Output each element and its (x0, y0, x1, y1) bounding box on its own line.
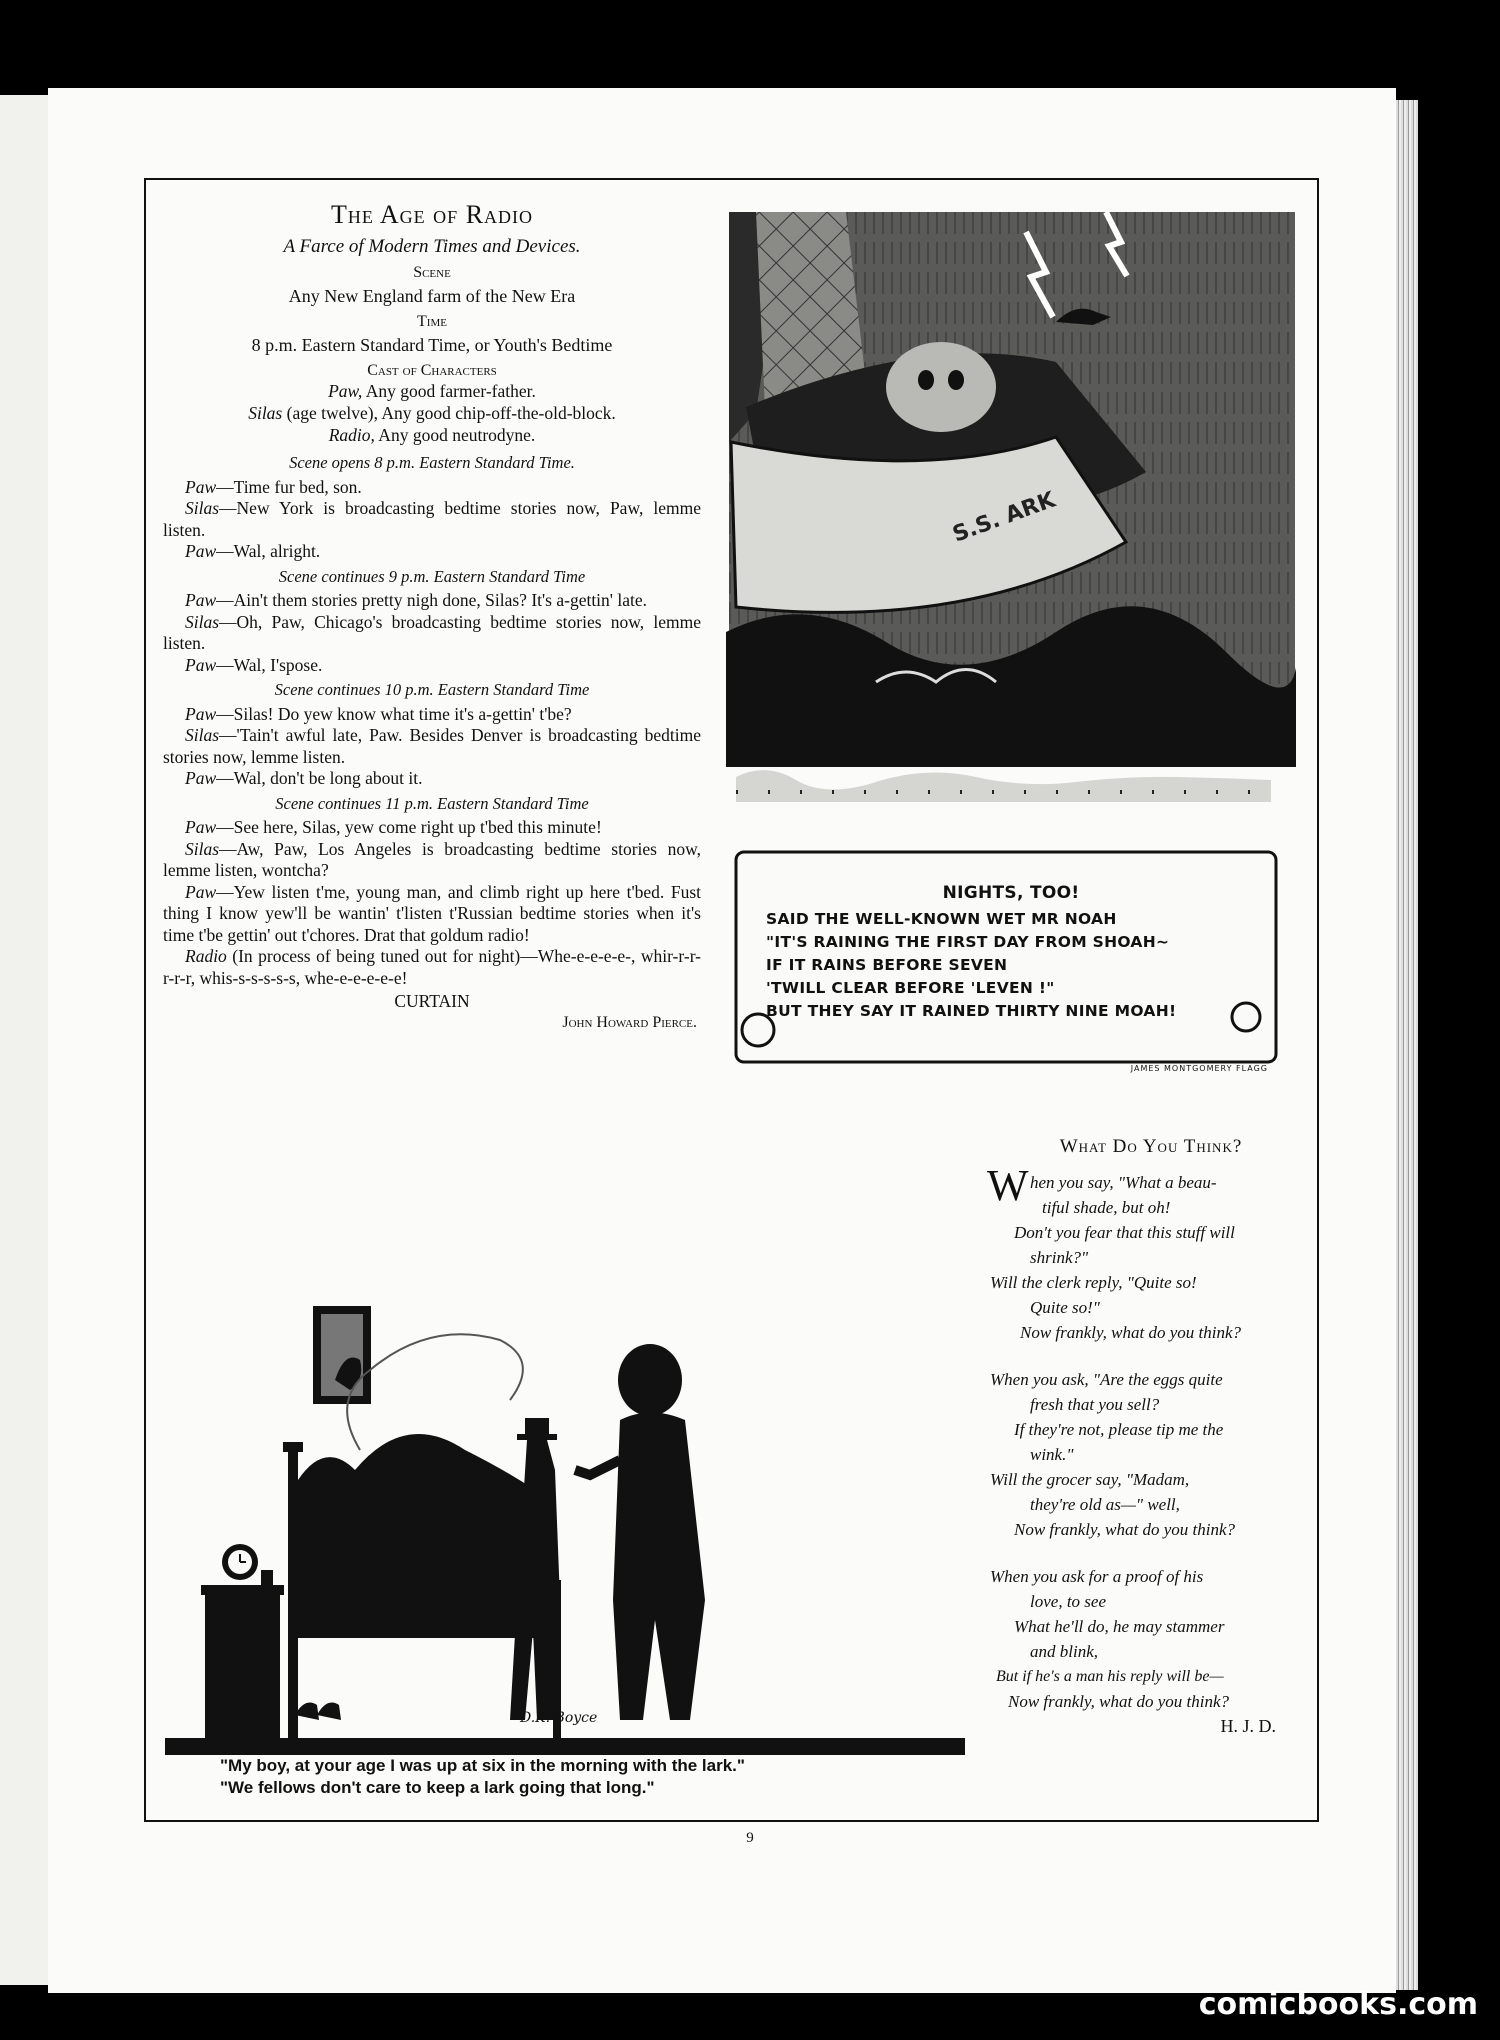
gesturing-arm (575, 1460, 620, 1475)
smoke-swirl (347, 1334, 523, 1450)
poem-stanza: When you ask for a proof of his love, to see What he'll do, he may stammer and blink, But if he's a man his reply will be— Now frankly, what do you think? (990, 1567, 1229, 1711)
article-age-of-radio (163, 200, 701, 1032)
dialogue-line: Paw—Silas! Do yew know what time it's a-gettin' t'be? (185, 703, 572, 724)
cartoon-verse (766, 908, 1286, 1023)
dialogue-line: Paw—Ain't them stories pretty nigh done, Silas? It's a-gettin' late. (185, 590, 647, 610)
silhouette-illustration (165, 1300, 965, 1755)
cast-label: Cast of Characters (367, 362, 497, 379)
dialogue-line: Paw—See here, Silas, yew come right up t'bed this minute! (185, 817, 602, 837)
site-watermark: comicbooks.com (1198, 1987, 1478, 2022)
father-head (618, 1344, 682, 1416)
cast-list (163, 380, 701, 446)
dialogue-line: Paw—Wal, don't be long about it. (185, 768, 423, 788)
caption-line-2: "We fellows don't care to keep a lark going that long." (220, 1778, 655, 1797)
poem-stanza: When you ask, "Are the eggs quite fresh that you sell? If they're not, please tip me the wink." Will the grocer say, "Madam, they're old as—" well, Now frankly, what do you think? (990, 1370, 1235, 1539)
cast-member: Silas (age twelve), Any good chip-off-the-old-block. (248, 403, 616, 423)
verse-line: BUT THEY SAY IT RAINED THIRTY NINE MOAH! (766, 1002, 1177, 1020)
dialogue-line: Paw—Time fur bed, son. (185, 476, 362, 497)
dialogue-line: Silas—'Tain't awful late, Paw. Besides Denver is broadcasting bedtime stories now, lemme listen. (163, 725, 701, 767)
poem-what-do-you-think (987, 1136, 1312, 1737)
dialogue-line: Silas—Aw, Paw, Los Angeles is broadcasting bedtime stories now, lemme listen, wontcha? (163, 838, 701, 880)
curtain: CURTAIN (394, 991, 470, 1011)
cast-member: Paw, Any good farmer-father. (328, 381, 536, 401)
caption-line-1: "My boy, at your age I was up at six in the morning with the lark." (220, 1756, 745, 1775)
verse-line: IF IT RAINS BEFORE SEVEN (766, 956, 1008, 974)
poem-title: What Do You Think? (1059, 1136, 1243, 1157)
cartoon-lark (165, 1300, 965, 1800)
scene-label: Scene (413, 264, 451, 281)
sleeping-figure-in-bed (298, 1434, 555, 1630)
artist-signature: JAMES MONTGOMERY FLAGG (1130, 1064, 1268, 1073)
time-label: Time (417, 313, 447, 330)
dialogue-line: Paw—Wal, I'spose. (185, 654, 323, 675)
cartoon-title: NIGHTS, TOO! (942, 883, 1080, 903)
boots (295, 1703, 341, 1720)
article-author: John Howard Pierce. (562, 1014, 697, 1031)
page-number: 9 (746, 1830, 754, 1846)
scene-heading: Scene continues 9 p.m. Eastern Standard Time (278, 566, 586, 586)
nightstand (205, 1590, 280, 1740)
facing-page-edge (0, 95, 48, 1985)
dialogue-line: Paw—Yew listen t'me, young man, and climb right up here t'bed. Fust thing I know yew'll be wantin' t'listen t'Russian bedtime stories when it's time t'be gettin' out t'chores. Drat that goldum radio! (163, 881, 701, 945)
cartoon-noah (726, 212, 1296, 1082)
cartoon-caption (220, 1755, 940, 1799)
scene-heading: Scene opens 8 p.m. Eastern Standard Time. (289, 453, 575, 472)
drop-cap: W (987, 1161, 1029, 1210)
scene-heading: Scene continues 11 p.m. Eastern Standard Time (275, 793, 589, 813)
poem-stanza: W hen you say, "What a beau- tiful shade, but oh! Don't you fear that this stuff will shrink?" Will the clerk reply, "Quite so! Quite so!" Now frankly, what do you think? (987, 1161, 1241, 1342)
article-title: The Age of Radio (330, 200, 534, 229)
poem-author: H. J. D. (1220, 1716, 1276, 1736)
dialogue-line: Silas—Oh, Paw, Chicago's broadcasting bedtime stories now, lemme listen. (163, 611, 701, 653)
floor (165, 1738, 965, 1755)
verse-line: 'TWILL CLEAR BEFORE 'LEVEN !" (766, 979, 1055, 997)
father-silhouette (613, 1413, 705, 1721)
page-stack-edge (1396, 100, 1418, 1990)
dialogue-line: Paw—Wal, alright. (185, 541, 321, 561)
artist-signature: D.K. Boyce (520, 1710, 598, 1726)
time-text: 8 p.m. Eastern Standard Time, or Youth's Bedtime (251, 335, 613, 355)
cast-member: Radio, Any good neutrodyne. (328, 425, 536, 445)
verse-line: SAID THE WELL-KNOWN WET MR NOAH (766, 910, 1117, 928)
article-subtitle: A Farce of Modern Times and Devices. (283, 236, 581, 257)
dialogue-line: Radio (In process of being tuned out for night)—Whe-e-e-e-e-, whir-r-r-r-r-r, whis-s-s-s-s-s, whe-e-e-e-e-e! (163, 946, 701, 988)
bedpost (288, 1450, 298, 1740)
hull-lettering: S.S. ARK (949, 487, 1059, 548)
scene-text: Any New England farm of the New Era (288, 286, 576, 306)
scene-heading: Scene continues 10 p.m. Eastern Standard Time (274, 680, 590, 699)
bear-face (886, 342, 996, 432)
dialogue-line: Silas—New York is broadcasting bedtime stories now, Paw, lemme listen. (163, 498, 701, 540)
verse-line: "IT'S RAINING THE FIRST DAY FROM SHOAH~ (766, 933, 1170, 951)
dialogue (163, 452, 701, 989)
